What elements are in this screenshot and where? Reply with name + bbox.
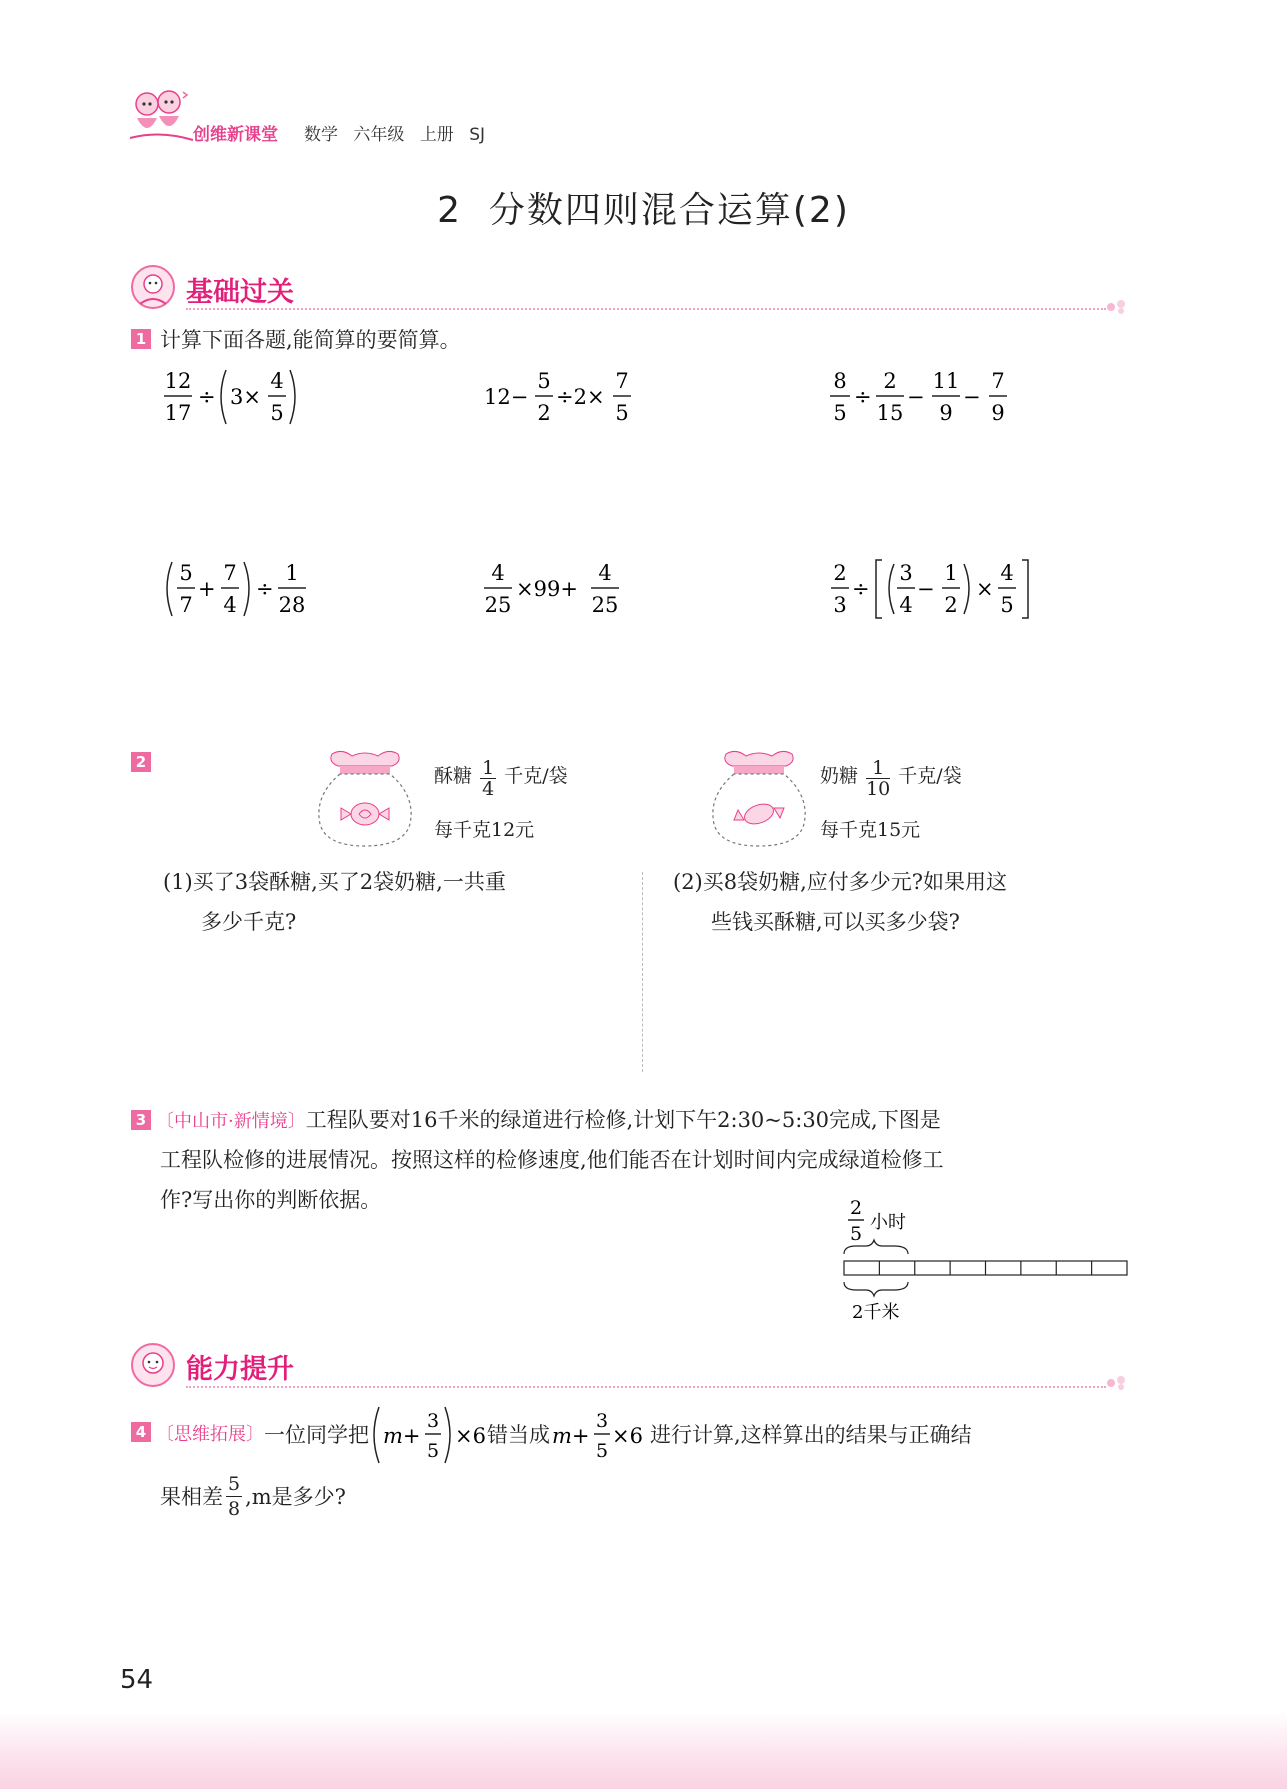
operand: 12− bbox=[484, 385, 529, 409]
candy-1-label bbox=[434, 758, 568, 799]
segment-dividers bbox=[879, 1261, 1091, 1275]
q4-line2 bbox=[160, 1472, 346, 1521]
q4-text2: 错当成 bbox=[487, 1423, 550, 1447]
question-number-3: 3 bbox=[131, 1110, 151, 1130]
dots-icon bbox=[1106, 298, 1132, 320]
operator: ÷ bbox=[198, 385, 216, 409]
frac-den: 15 bbox=[876, 401, 904, 425]
q3-line1 bbox=[156, 1100, 941, 1142]
time-frac-num: 2 bbox=[849, 1197, 863, 1219]
question-number-1: 1 bbox=[131, 329, 151, 349]
book-info bbox=[304, 120, 495, 145]
frac-den: 25 bbox=[591, 593, 619, 617]
section-title-basic: 基础过关 bbox=[186, 277, 294, 308]
frac-num: 1 bbox=[944, 561, 958, 585]
operator: ÷ bbox=[854, 385, 872, 409]
q4-tag: 〔思维拓展〕 bbox=[156, 1424, 264, 1445]
q4-line1 bbox=[156, 1403, 972, 1467]
q3-text-line1: 工程队要对16千米的绿道进行检修,计划下午2:30~5:30完成,下图是 bbox=[305, 1108, 941, 1132]
frac-num: 7 bbox=[615, 369, 629, 393]
expr-term: ×6 bbox=[612, 1424, 643, 1448]
q3-tag: 〔中山市·新情境〕 bbox=[156, 1111, 306, 1132]
frac-num: 11 bbox=[932, 369, 960, 393]
q4-text1: 一位同学把 bbox=[264, 1423, 369, 1447]
question-number-2: 2 bbox=[131, 752, 151, 772]
frac-den: 2 bbox=[944, 593, 958, 617]
q1-expression-4 bbox=[160, 554, 320, 629]
candy-2-name: 奶糖 bbox=[820, 764, 859, 787]
candy-1-name: 酥糖 bbox=[434, 764, 473, 787]
subject: 数学 bbox=[304, 125, 338, 145]
frac-den: 5 bbox=[595, 1440, 609, 1462]
frac-den: 2 bbox=[537, 401, 551, 425]
frac-num: 4 bbox=[598, 561, 612, 585]
frac-den: 8 bbox=[228, 1498, 241, 1520]
frac-num: 4 bbox=[270, 369, 284, 393]
frac-num: 4 bbox=[1000, 561, 1014, 585]
frac-den: 5 bbox=[833, 401, 847, 425]
frac-den: 10 bbox=[866, 778, 891, 800]
q1-instruction: 计算下面各题,能简算的要简算。 bbox=[160, 328, 461, 352]
volume: 上册 bbox=[419, 125, 454, 145]
frac-den: 5 bbox=[426, 1440, 440, 1462]
q1-expression-3 bbox=[826, 362, 1026, 437]
frac-num: 5 bbox=[228, 1473, 241, 1495]
frac-num: 5 bbox=[179, 561, 193, 585]
frac-num: 3 bbox=[595, 1410, 609, 1432]
q1-expression-2 bbox=[480, 362, 650, 437]
q3-line2: 工程队检修的进展情况。按照这样的检修速度,他们能否在计划时间内完成绿道检修工 bbox=[160, 1148, 944, 1172]
column-divider bbox=[642, 872, 643, 1072]
diff-fraction bbox=[226, 1472, 242, 1521]
footer-band bbox=[0, 1712, 1287, 1789]
q3-line3: 作?写出你的判断依据。 bbox=[160, 1188, 382, 1212]
candy-1-unit: 千克/袋 bbox=[504, 764, 568, 787]
expr-term: m+ bbox=[383, 1424, 421, 1448]
frac-den: 4 bbox=[223, 593, 237, 617]
operand: 3× bbox=[230, 385, 261, 409]
section-title-advanced: 能力提升 bbox=[186, 1354, 294, 1385]
brand-name: 创维新课堂 bbox=[193, 125, 278, 145]
kids-logo-icon bbox=[125, 88, 195, 150]
frac-num: 1 bbox=[866, 758, 890, 779]
candy-bag-2-icon bbox=[706, 748, 812, 854]
frac-num: 12 bbox=[164, 369, 192, 393]
frac-num: 5 bbox=[537, 369, 551, 393]
q2-part2-line1: (2)买8袋奶糖,应付多少元?如果用这 bbox=[673, 870, 1008, 894]
frac-den: 3 bbox=[833, 593, 847, 617]
section-mascot-icon bbox=[130, 264, 176, 310]
candy-2-fraction bbox=[866, 758, 890, 799]
q2-part2-line2: 些钱买酥糖,可以买多少袋? bbox=[711, 910, 960, 934]
operator: ÷2× bbox=[556, 385, 605, 409]
frac-den: 4 bbox=[899, 593, 913, 617]
page-title: 2 分数四则混合运算(2) bbox=[437, 190, 850, 231]
frac-den: 7 bbox=[179, 593, 193, 617]
dots-icon bbox=[1106, 1374, 1132, 1396]
grade: 六年级 bbox=[353, 125, 405, 145]
expr-term: m+ bbox=[552, 1424, 590, 1448]
frac-den: 5 bbox=[270, 401, 284, 425]
frac-num: 2 bbox=[833, 561, 847, 585]
q1-expression-6 bbox=[826, 554, 1036, 629]
operator: − bbox=[963, 385, 981, 409]
candy-1-fraction bbox=[480, 758, 496, 799]
section-mascot-icon bbox=[130, 1342, 176, 1388]
frac-num: 2 bbox=[883, 369, 897, 393]
distance-label: 2千米 bbox=[852, 1302, 900, 1320]
time-frac-den: 5 bbox=[849, 1223, 863, 1245]
operator: ×99+ bbox=[516, 577, 578, 601]
operator: × bbox=[976, 577, 994, 601]
frac-den: 9 bbox=[939, 401, 953, 425]
frac-num: 7 bbox=[991, 369, 1005, 393]
frac-num: 3 bbox=[426, 1410, 440, 1432]
edition: SJ bbox=[469, 125, 486, 145]
frac-den: 17 bbox=[164, 401, 192, 425]
frac-den: 25 bbox=[484, 593, 512, 617]
q2-part1-line2: 多少千克? bbox=[201, 910, 297, 934]
frac-den: 5 bbox=[1000, 593, 1014, 617]
candy-1-price: 每千克12元 bbox=[434, 819, 535, 841]
candy-2-label bbox=[820, 758, 962, 799]
q4-text3: 进行计算,这样算出的结果与正确结 bbox=[650, 1423, 972, 1447]
candy-2-unit: 千克/袋 bbox=[898, 764, 962, 787]
q2-part1-line1: (1)买了3袋酥糖,买了2袋奶糖,一共重 bbox=[163, 870, 506, 894]
frac-num: 1 bbox=[482, 757, 495, 779]
candy-bag-1-icon bbox=[312, 748, 418, 854]
progress-diagram bbox=[836, 1190, 1136, 1324]
q4-text5: ,m是多少? bbox=[245, 1484, 346, 1509]
wrong-expression bbox=[369, 1403, 487, 1467]
operator: ÷ bbox=[256, 577, 274, 601]
section-divider bbox=[186, 308, 1106, 310]
frac-den: 28 bbox=[278, 593, 306, 617]
frac-num: 7 bbox=[223, 561, 237, 585]
right-expression bbox=[550, 1403, 650, 1467]
q1-expression-1 bbox=[160, 362, 310, 437]
frac-num: 8 bbox=[833, 369, 847, 393]
frac-num: 4 bbox=[491, 561, 505, 585]
operator: + bbox=[198, 577, 216, 601]
section-divider bbox=[186, 1386, 1106, 1388]
frac-num: 3 bbox=[899, 561, 913, 585]
q4-text4: 果相差 bbox=[160, 1484, 223, 1509]
q1-expression-5 bbox=[480, 554, 650, 629]
frac-num: 1 bbox=[285, 561, 299, 585]
operator: ÷ bbox=[852, 577, 870, 601]
expr-term: ×6 bbox=[455, 1424, 486, 1448]
frac-den: 5 bbox=[615, 401, 629, 425]
operator: − bbox=[907, 385, 925, 409]
page-number: 54 bbox=[120, 1665, 154, 1695]
question-number-4: 4 bbox=[131, 1422, 151, 1442]
frac-den: 4 bbox=[482, 778, 495, 800]
operator: − bbox=[917, 577, 935, 601]
frac-den: 9 bbox=[991, 401, 1005, 425]
candy-2-price: 每千克15元 bbox=[820, 819, 921, 841]
time-unit: 小时 bbox=[870, 1212, 906, 1233]
